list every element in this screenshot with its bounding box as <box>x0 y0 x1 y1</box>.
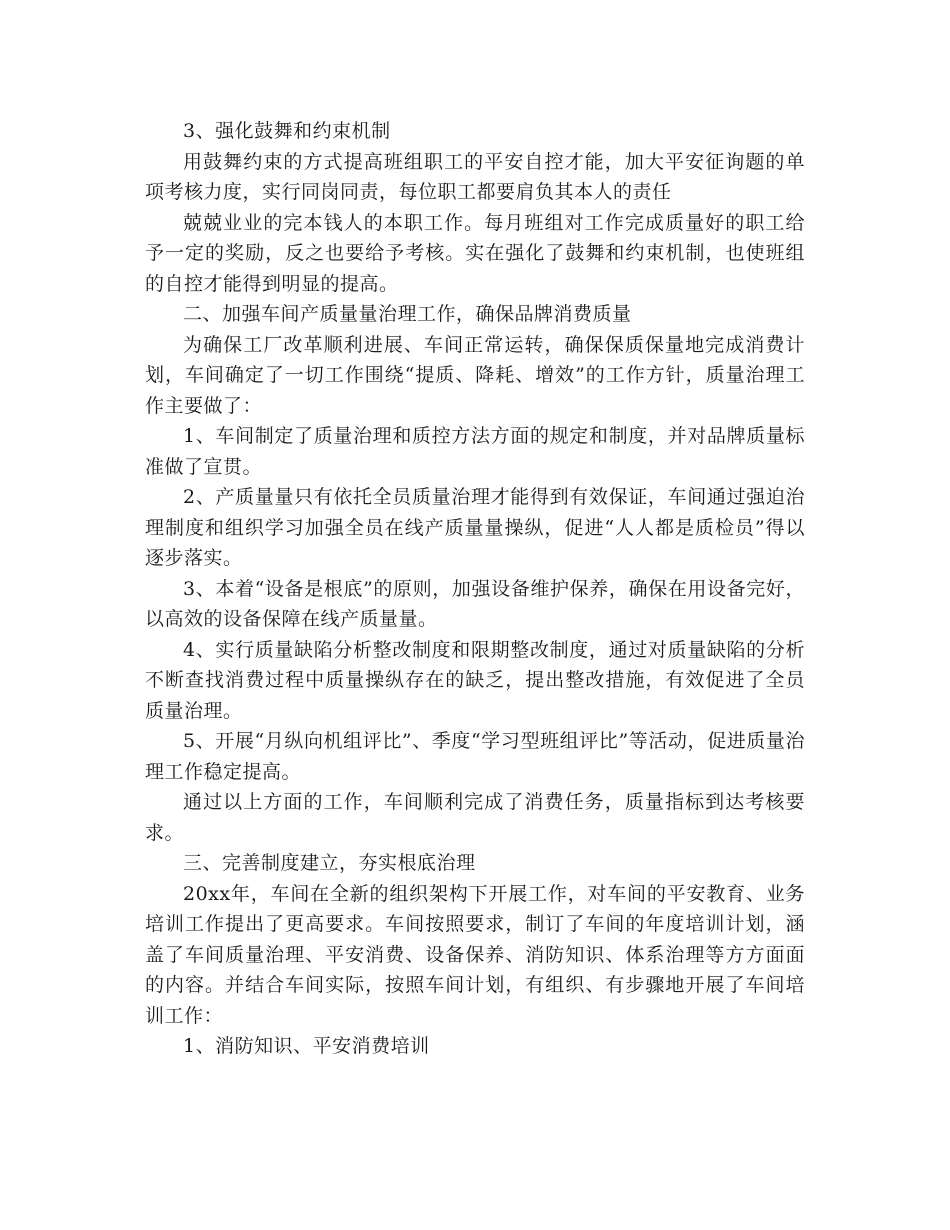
section-heading: 3、强化鼓舞和约束机制 <box>183 120 391 142</box>
body-paragraph: 兢兢业业的完本钱人的本职工作。每月班组对工作完成质量好的职工给予一定的奖励，反之也要给予考核。实在强化了鼓舞和约束机制，也使班组的自控才能得到明显的提高。 <box>145 211 805 295</box>
document-body <box>145 116 805 1062</box>
body-paragraph: 为确保工厂改革顺利进展、车间正常运转，确保保质保量地完成消费计划，车间确定了一切工作围绕“提质、降耗、增效”的工作方针，质量治理工作主要做了： <box>145 333 805 417</box>
body-paragraph: 通过以上方面的工作，车间顺利完成了消费任务，质量指标到达考核要求。 <box>145 791 805 844</box>
list-item: 2、产质量量只有依托全员质量治理才能得到有效保证，车间通过强迫治理制度和组织学习加强全员在线产质量量操纵，促进“人人都是质检员”得以逐步落实。 <box>145 486 805 569</box>
list-item: 4、实行质量缺陷分析整改制度和限期整改制度，通过对质量缺陷的分析不断查找消费过程中质量操纵存在的缺乏，提出整改措施，有效促进了全员质量治理。 <box>145 638 805 722</box>
list-item: 5、开展“月纵向机组评比”、季度“学习型班组评比”等活动，促进质量治理工作稳定提高。 <box>145 730 805 783</box>
body-paragraph: 用鼓舞约束的方式提高班组职工的平安自控才能，加大平安征询题的单项考核力度，实行同岗同责，每位职工都要肩负其本人的责任 <box>145 150 805 203</box>
list-item: 1、消防知识、平安消费培训 <box>183 1035 430 1057</box>
list-item: 1、车间制定了质量治理和质控方法方面的规定和制度，并对品牌质量标准做了宣贯。 <box>145 425 805 478</box>
section-heading: 二、加强车间产质量量治理工作，确保品牌消费质量 <box>183 303 632 325</box>
body-paragraph: 20xx年，车间在全新的组织架构下开展工作，对车间的平安教育、业务培训工作提出了更高要求。车间按照要求，制订了车间的年度培训计划，涵盖了车间质量治理、平安消费、设备保养、消防知识、体系治理等方方面面的内容。并结合车间实际，按照车间计划，有组织、有步骤地开展了车间培训工作： <box>145 882 805 1027</box>
section-heading: 三、完善制度建立，夯实根底治理 <box>183 852 476 874</box>
list-item: 3、本着“设备是根底”的原则，加强设备维护保养，确保在用设备完好，以高效的设备保障在线产质量量。 <box>145 577 805 630</box>
